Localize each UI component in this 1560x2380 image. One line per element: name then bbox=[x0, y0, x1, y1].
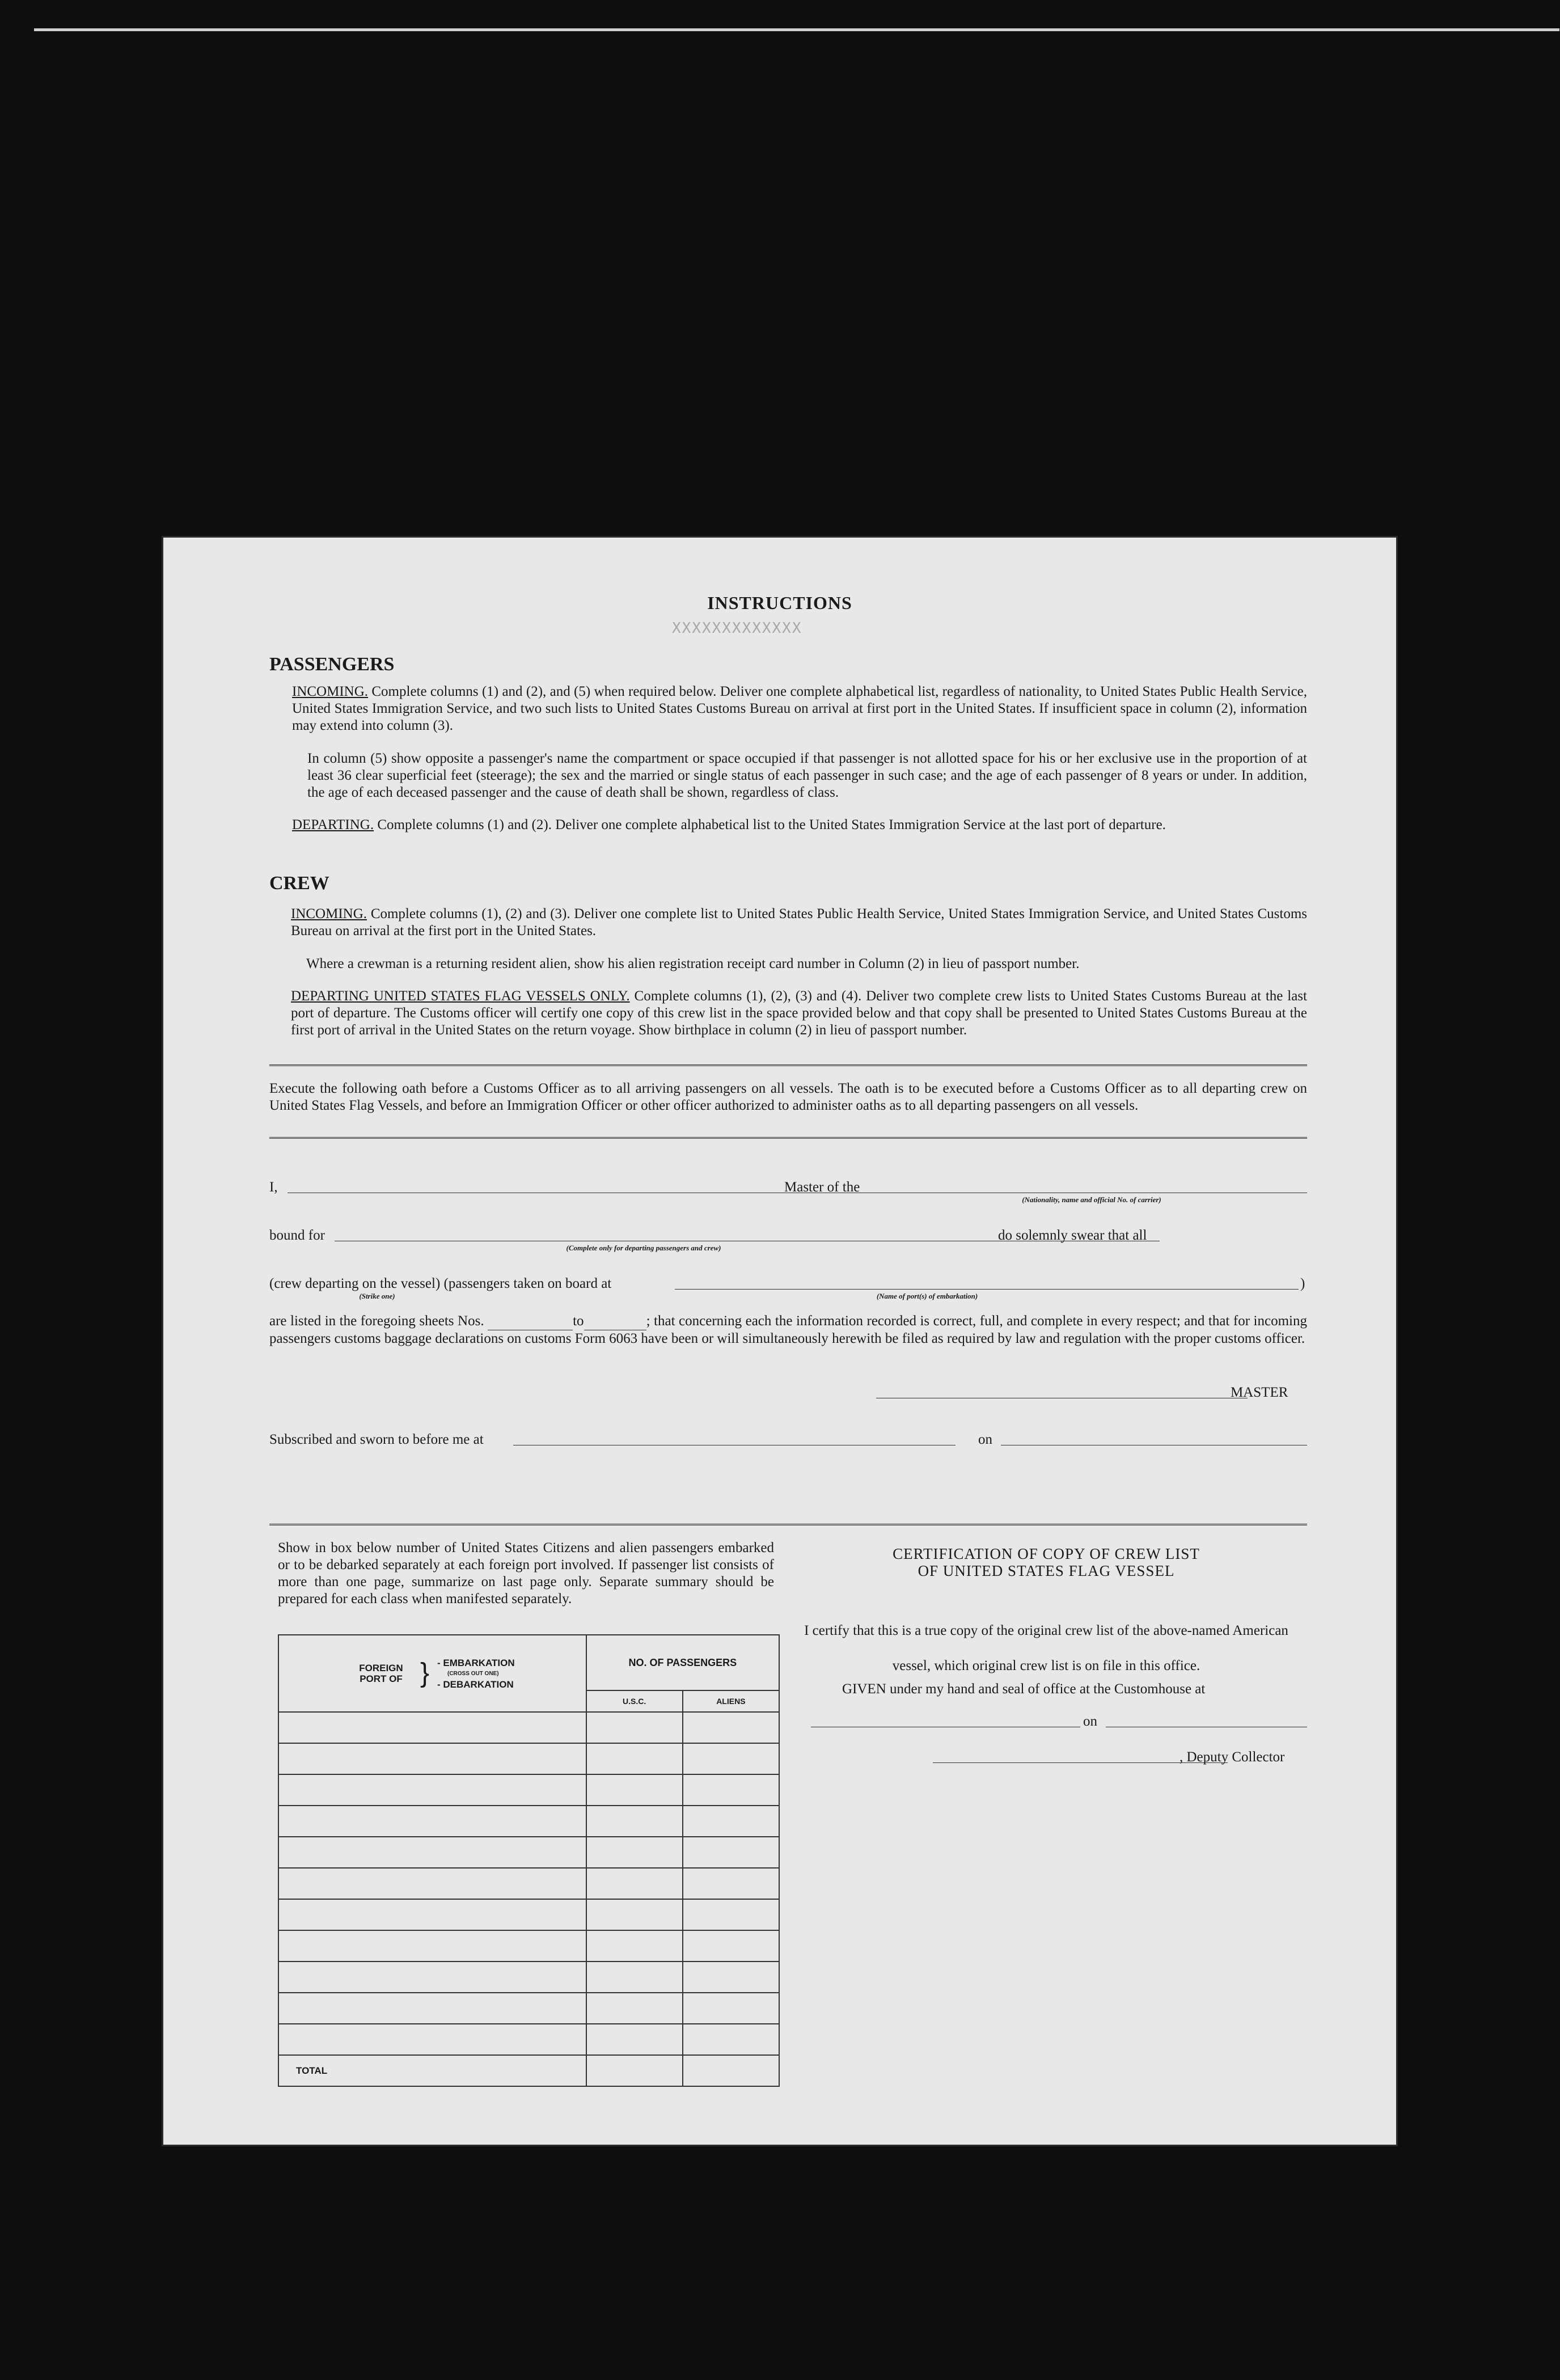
port-cell[interactable] bbox=[278, 1962, 586, 1993]
crew-departing-oath: (crew departing on the vessel) (passengers taken on board at bbox=[269, 1276, 612, 1291]
crew-incoming bbox=[291, 906, 1307, 940]
usc-cell[interactable] bbox=[586, 1868, 683, 1899]
usc-cell[interactable] bbox=[586, 1806, 683, 1837]
table-row bbox=[278, 1712, 779, 1743]
table-row bbox=[278, 1962, 779, 1993]
brace-icon: } bbox=[420, 1658, 429, 1688]
listed-text-a: are listed in the foregoing sheets Nos. bbox=[269, 1313, 484, 1329]
listed-sheets bbox=[269, 1313, 1307, 1347]
passengers-departing-label: DEPARTING. bbox=[292, 817, 374, 832]
port-cell[interactable] bbox=[278, 2024, 586, 2055]
aliens-cell[interactable] bbox=[683, 1930, 779, 1962]
aliens-cell[interactable] bbox=[683, 1899, 779, 1930]
aliens-cell[interactable] bbox=[683, 1962, 779, 1993]
table-row bbox=[278, 1774, 779, 1806]
section-divider bbox=[269, 1064, 1307, 1069]
oath-intro: Execute the following oath before a Customs Officer as to all arriving passengers on all vessels. The oath is to be executed before a Customs Officer as to all departing crew on United States Flag Vessels, and before an Immigration Officer or other officer authorized to administer oaths as to all departing passengers on all vessels. bbox=[269, 1081, 1307, 1113]
aliens-cell[interactable] bbox=[683, 1993, 779, 2024]
port-cell[interactable] bbox=[278, 1712, 586, 1743]
table-row bbox=[278, 1930, 779, 1962]
aliens-cell[interactable] bbox=[683, 1743, 779, 1774]
strike-caption: (Strike one) bbox=[359, 1292, 395, 1300]
embarkation-label: - EMBARKATION bbox=[437, 1657, 515, 1668]
table-row bbox=[278, 2024, 779, 2055]
bleed-through-text: XXXXXXXXXXXXX bbox=[672, 620, 802, 637]
usc-header: U.S.C. bbox=[586, 1690, 683, 1712]
master-of-label: Master of the bbox=[784, 1180, 860, 1195]
passengers-column5: In column (5) show opposite a passenger's name the compartment or space occupied if that passenger is not allotted space for his or her exclusive use in the proportion of at least 36 clear superficial feet (steerage); the sex and the married or single status of each passenger in such case; and the age of each passenger of 8 years or under. In addition, the age of each deceased passenger and the cause of death shall be shown, regardless of class. bbox=[307, 751, 1307, 800]
table-row bbox=[278, 1837, 779, 1868]
usc-cell[interactable] bbox=[586, 1712, 683, 1743]
table-row bbox=[278, 1868, 779, 1899]
total-usc-cell[interactable] bbox=[586, 2055, 683, 2086]
summary-instructions: Show in box below number of United States Citizens and alien passengers embarked or to be debarked separately at each foreign port involved. If passenger list consists of more than one page, summarize on last page only. Separate summary should be prepared for each class when manifested separately. bbox=[278, 1540, 774, 1607]
debarkation-label: - DEBARKATION bbox=[437, 1679, 514, 1690]
summary-divider bbox=[269, 1524, 1307, 1529]
usc-cell[interactable] bbox=[586, 1743, 683, 1774]
sheet-to-field[interactable] bbox=[584, 1313, 646, 1330]
aliens-cell[interactable] bbox=[683, 1712, 779, 1743]
aliens-cell[interactable] bbox=[683, 1806, 779, 1837]
foreign-port-label: FOREIGN PORT OF bbox=[359, 1663, 403, 1684]
oath-i-label: I, bbox=[269, 1180, 278, 1195]
crew-departing-text: Complete columns (1), (2), (3) and (4). Deliver two complete crew lists to United States Customs Bureau at the last port of departure. The Customs officer will certify one copy of this crew list in the space provided below and that copy shall be presented to United States Customs Bureau at the first port of arrival in the United States on the return voyage. Show birthplace in column (2) in lieu of passport number. bbox=[291, 988, 1307, 1038]
bound-for-label: bound for bbox=[269, 1228, 325, 1243]
port-cell[interactable] bbox=[278, 1868, 586, 1899]
table-row bbox=[278, 1993, 779, 2024]
cert-on-label: on bbox=[1083, 1714, 1097, 1729]
table-row bbox=[278, 1743, 779, 1774]
port-cell[interactable] bbox=[278, 1774, 586, 1806]
port-caption: (Name of port(s) of embarkation) bbox=[876, 1292, 978, 1300]
subscribed-label: Subscribed and sworn to before me at bbox=[269, 1432, 484, 1447]
table-row bbox=[278, 1899, 779, 1930]
crew-heading: CREW bbox=[269, 873, 329, 894]
sworn-on-label: on bbox=[978, 1432, 992, 1447]
port-header bbox=[278, 1635, 586, 1712]
crew-incoming-label: INCOMING. bbox=[291, 906, 367, 921]
deputy-collector-label: , Deputy Collector bbox=[1179, 1749, 1285, 1765]
crew-departing-label: DEPARTING UNITED STATES FLAG VESSELS ONLY. bbox=[291, 988, 630, 1004]
certification-title-1: CERTIFICATION OF COPY OF CREW LIST bbox=[893, 1545, 1200, 1562]
usc-cell[interactable] bbox=[586, 1962, 683, 1993]
port-cell[interactable] bbox=[278, 1930, 586, 1962]
port-cell[interactable] bbox=[278, 1993, 586, 2024]
aliens-cell[interactable] bbox=[683, 1868, 779, 1899]
usc-cell[interactable] bbox=[586, 1899, 683, 1930]
passenger-summary-table bbox=[278, 1634, 780, 2087]
passengers-incoming-text: Complete columns (1) and (2), and (5) when required below. Deliver one complete alphabetical list, regardless of nationality, to United States Public Health Service, United States Immigration Service, and two such lists to United States Customs Bureau on arrival at first port in the United States. If insufficient space in column (2), information may extend into column (3). bbox=[292, 684, 1308, 733]
crew-resident: Where a crewman is a returning resident alien, show his alien registration receipt card number in Column (2) in lieu of passport number. bbox=[306, 956, 1080, 971]
aliens-cell[interactable] bbox=[683, 1837, 779, 1868]
sheet-from-field[interactable] bbox=[488, 1313, 573, 1330]
nationality-caption: (Nationality, name and official No. of carrier) bbox=[1022, 1195, 1161, 1204]
swear-label: do solemnly swear that all bbox=[998, 1228, 1147, 1243]
crew-departing bbox=[291, 988, 1307, 1039]
close-paren: ) bbox=[1300, 1276, 1305, 1291]
certification-title-2: OF UNITED STATES FLAG VESSEL bbox=[918, 1562, 1175, 1579]
usc-cell[interactable] bbox=[586, 1837, 683, 1868]
certify-text: I certify that this is a true copy of the original crew list of the above-named American vessel, which original crew list is on file in this office. bbox=[804, 1623, 1288, 1673]
port-embarkation-field[interactable] bbox=[675, 1289, 1299, 1290]
aliens-cell[interactable] bbox=[683, 2024, 779, 2055]
aliens-cell[interactable] bbox=[683, 1774, 779, 1806]
listed-to: to bbox=[573, 1313, 584, 1329]
given-label: GIVEN under my hand and seal of office at the Customhouse at bbox=[842, 1681, 1206, 1697]
port-cell[interactable] bbox=[278, 1806, 586, 1837]
listed-text-b: ; that concerning each the information recorded is correct, full, and complete in every respect; and that for incoming passengers customs baggage declarations on customs Form 6063 have been or will simultaneously herewith be filed as required by law and regulation with the proper customs officer. bbox=[269, 1313, 1307, 1346]
cross-out-label: (CROSS OUT ONE) bbox=[447, 1670, 499, 1677]
port-cell[interactable] bbox=[278, 1899, 586, 1930]
instructions-title: INSTRUCTIONS bbox=[707, 593, 852, 613]
usc-cell[interactable] bbox=[586, 1774, 683, 1806]
usc-cell[interactable] bbox=[586, 1930, 683, 1962]
total-aliens-cell[interactable] bbox=[683, 2055, 779, 2086]
total-label: TOTAL bbox=[278, 2055, 586, 2086]
oath-divider bbox=[269, 1137, 1307, 1142]
crew-incoming-text: Complete columns (1), (2) and (3). Deliver one complete list to United States Public Health Service, United States Immigration Service, and United States Customs Bureau on arrival at the first port in the United States. bbox=[291, 906, 1308, 939]
passengers-departing bbox=[292, 817, 1307, 834]
port-cell[interactable] bbox=[278, 1837, 586, 1868]
passengers-departing-text: Complete columns (1) and (2). Deliver one complete alphabetical list to the United States Immigration Service at the last port of departure. bbox=[377, 817, 1166, 832]
passengers-heading: PASSENGERS bbox=[269, 654, 395, 675]
passengers-incoming-label: INCOMING. bbox=[292, 684, 369, 699]
aliens-header: ALIENS bbox=[683, 1690, 779, 1712]
bound-for-caption: (Complete only for departing passengers and crew) bbox=[566, 1244, 721, 1252]
scanner-edge-line bbox=[34, 28, 1559, 31]
usc-cell[interactable] bbox=[586, 1993, 683, 2024]
form-page bbox=[162, 536, 1398, 2146]
usc-cell[interactable] bbox=[586, 2024, 683, 2055]
passengers-incoming bbox=[292, 683, 1307, 734]
passengers-count-header: NO. OF PASSENGERS bbox=[586, 1635, 779, 1690]
master-label: MASTER bbox=[1231, 1385, 1288, 1400]
port-cell[interactable] bbox=[278, 1743, 586, 1774]
table-row bbox=[278, 1806, 779, 1837]
